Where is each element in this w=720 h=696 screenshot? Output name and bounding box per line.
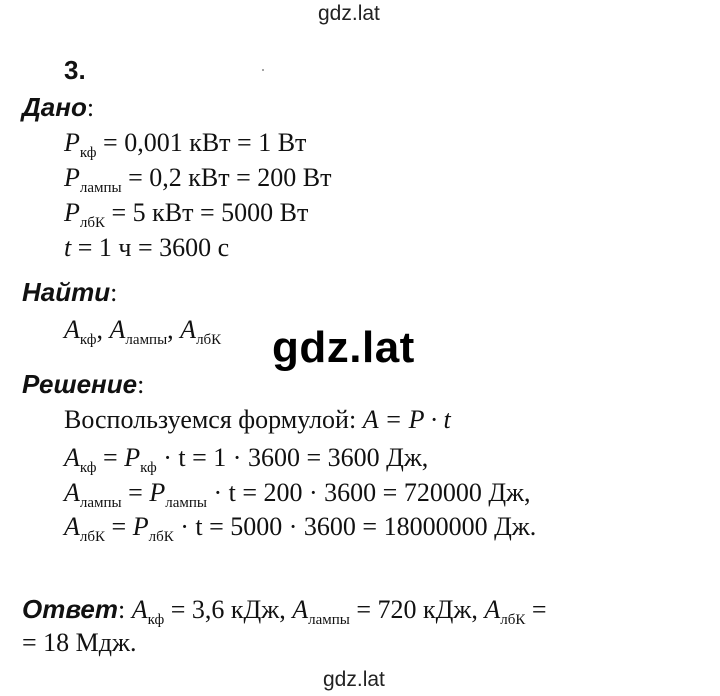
calculation: · t = 1 · 3600 = 3600 Дж,	[156, 443, 429, 472]
subscript: лампы	[79, 180, 122, 196]
given-line-1	[64, 128, 306, 162]
solution-line-3: $A_{лбК} = P_{лбК} \cdot t = 5000 \cdot 3600 = 18000000$ Дж.	[64, 512, 537, 545]
watermark-top: gdz.lat	[318, 2, 380, 25]
subscript: лампы	[125, 332, 168, 348]
symbol: A	[180, 315, 197, 344]
given-line-2	[64, 163, 332, 197]
given-line-3	[64, 198, 308, 232]
value: = 1 ч = 3600 с	[71, 233, 230, 262]
value: = 0,001 кВт = 1 Вт	[96, 128, 307, 157]
given-heading-row	[22, 92, 94, 123]
find-heading: Найти	[22, 277, 111, 307]
colon: :	[117, 595, 126, 624]
value: = 5 кВт = 5000 Вт	[105, 198, 309, 227]
find-heading-row	[22, 277, 117, 308]
separator: ,	[96, 315, 110, 344]
symbol: t	[64, 233, 72, 262]
subscript: лбК	[500, 612, 526, 628]
subscript: кф	[79, 332, 97, 348]
intro-text: Воспользуемся формулой:	[64, 405, 363, 434]
solution-intro	[64, 405, 451, 435]
answer-heading: Ответ	[22, 594, 118, 624]
answer-value: = 3,6 кДж,	[164, 595, 293, 624]
subscript: лбК	[79, 215, 106, 231]
symbol: A	[109, 315, 126, 344]
subscript: лбК	[148, 529, 174, 545]
task-number: 3.	[64, 55, 86, 85]
answer-line-2: = 18 Мдж.	[22, 628, 137, 657]
given-heading: Дано	[22, 92, 87, 122]
formula: A = P · t	[362, 405, 451, 434]
subscript: лампы	[165, 495, 207, 511]
given-line-4	[64, 233, 229, 263]
solution-heading-row	[22, 369, 144, 400]
symbol: A	[64, 315, 80, 344]
symbol: P	[64, 198, 80, 227]
subscript: кф	[140, 460, 157, 476]
watermark-center: gdz.lat	[272, 323, 415, 372]
find-items	[64, 315, 221, 349]
answer-line-1: Ответ: $A_{кф} = 3,6$ кДж, $A_{лампы} = 720$ кДж, $A_{лбК}$ =	[22, 594, 547, 628]
subscript: лампы	[79, 495, 122, 511]
colon: :	[110, 278, 118, 307]
separator: ,	[167, 315, 181, 344]
colon: :	[86, 93, 95, 122]
symbol: P	[64, 163, 80, 192]
value: = 0,2 кВт = 200 Вт	[121, 163, 332, 192]
subscript: лбК	[196, 332, 222, 348]
subscript: кф	[79, 460, 97, 476]
calculation: · t = 200 · 3600 = 720000 Дж,	[206, 478, 531, 507]
subscript: лбК	[79, 529, 106, 545]
answer-value: = 720 кДж,	[349, 595, 485, 624]
scan-speck	[262, 69, 264, 71]
calculation: · t = 5000 · 3600 = 18000000 Дж.	[173, 512, 537, 541]
subscript: лампы	[308, 612, 350, 628]
solution-line-2: $A_{лампы} = P_{лампы} \cdot t = 200 \cdot 3600 = 720000$ Дж,	[64, 478, 531, 511]
colon: :	[137, 370, 145, 399]
symbol: P	[64, 128, 80, 157]
watermark-bottom: gdz.lat	[323, 668, 385, 691]
subscript: кф	[147, 612, 165, 628]
solution-line-1: $A_{кф} = P_{кф} \cdot t = 1 \cdot 3600 = 3600$ Дж,	[64, 443, 429, 476]
solution-heading: Решение	[22, 369, 138, 399]
subscript: кф	[79, 145, 97, 161]
answer-value: =	[525, 595, 547, 624]
